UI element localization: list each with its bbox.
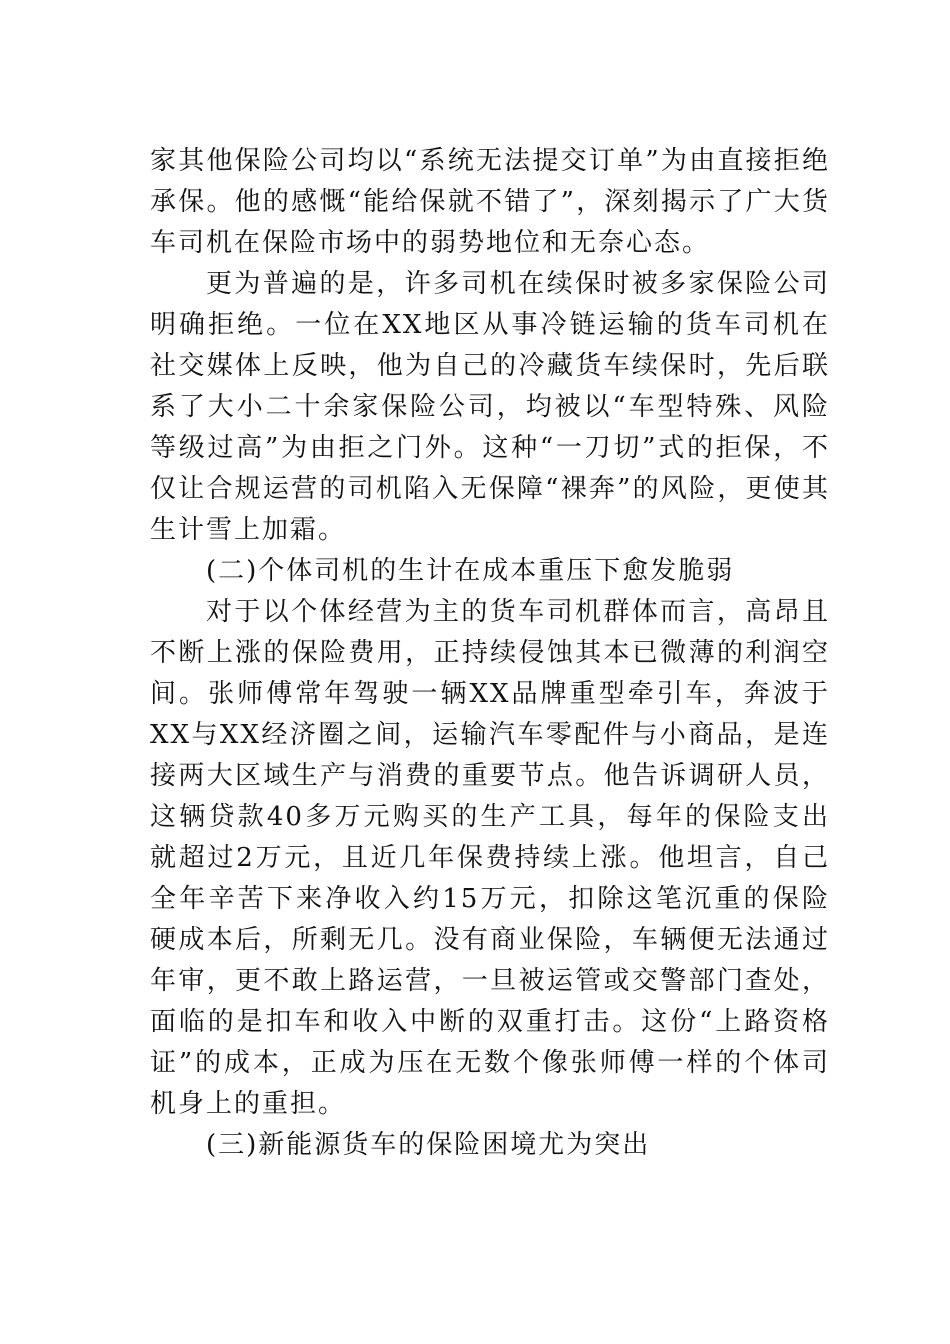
paragraph-continuation: 家其他保险公司均以“系统无法提交订单”为由直接拒绝承保。他的感慨“能给保就不错了”，深刻揭示了广大货车司机在保险市场中的弱势地位和无奈心态。: [150, 146, 830, 258]
section-heading-2: (二)个体司机的生计在成本重压下愈发脆弱: [206, 556, 735, 586]
document-body: [150, 141, 830, 1166]
paragraph-renewal-refusal: 更为普遍的是，许多司机在续保时被多家保险公司明确拒绝。一位在XX地区从事冷链运输的货车司机在社交媒体上反映，他为自己的冷藏货车续保时，先后联系了大小二十余家保险公司，均被以“车型特殊、风险等级过高”为由拒之门外。这种“一刀切”式的拒保，不仅让合规运营的司机陷入无保障“裸奔”的风险，更使其生计雪上加霜。: [150, 269, 830, 545]
paragraph-individual-drivers: 对于以个体经营为主的货车司机群体而言，高昂且不断上涨的保险费用，正持续侵蚀其本已微薄的利润空间。张师傅常年驾驶一辆XX品牌重型牵引车，奔波于XX与XX经济圈之间，运输汽车零配件与小商品，是连接两大区域生产与消费的重要节点。他告诉调研人员，这辆贷款40多万元购买的生产工具，每年的保险支出就超过2万元，且近几年保费持续上涨。他坦言，自己全年辛苦下来净收入约15万元，扣除这笔沉重的保险硬成本后，所剩无几。没有商业保险，车辆便无法通过年审，更不敢上路运营，一旦被运管或交警部门查处，面临的是扣车和收入中断的双重打击。这份“上路资格证”的成本，正成为压在无数个像张师傅一样的个体司机身上的重担。: [150, 597, 830, 1119]
section-heading-3: (三)新能源货车的保险困境尤为突出: [206, 1130, 651, 1160]
